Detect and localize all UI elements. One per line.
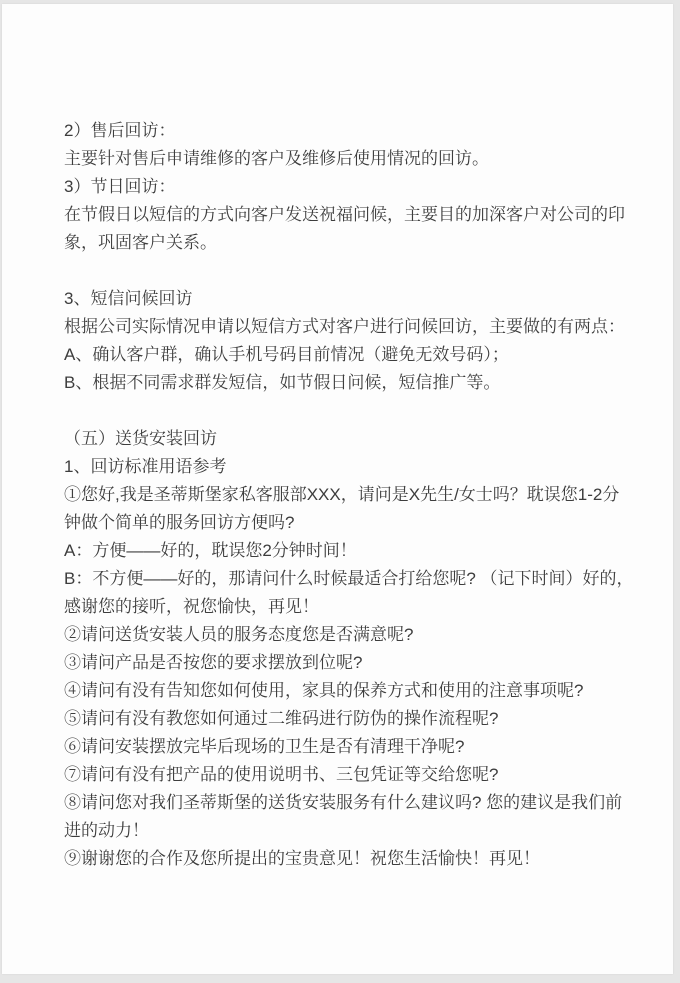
text-line: ①您好,我是圣蒂斯堡家私客服部XXX，请问是X先生/女士吗？耽误您1-2分	[64, 485, 620, 504]
text-line: 在节假日以短信的方式向客户发送祝福问候，主要目的加深客户对公司的印	[64, 205, 625, 224]
text-line: 根据公司实际情况申请以短信方式对客户进行问候回访，主要做的有两点：	[64, 317, 625, 336]
text-line: （五）送货安装回访	[64, 429, 217, 448]
blank-line	[64, 397, 626, 425]
text-line: ⑤请问有没有教您如何通过二维码进行防伪的操作流程呢?	[64, 709, 499, 728]
text-line: ③请问产品是否按您的要求摆放到位呢?	[64, 653, 363, 672]
text-line: B：不方便——好的，那请问什么时候最适合打给您呢? （记下时间）好的，	[64, 569, 634, 588]
text-line: B、根据不同需求群发短信，如节假日问候，短信推广等。	[64, 373, 501, 392]
text-line: ⑦请问有没有把产品的使用说明书、三包凭证等交给您呢?	[64, 765, 499, 784]
text-line: 钟做个简单的服务回访方便吗?	[64, 513, 295, 532]
text-line: 主要针对售后申请维修的客户及维修后使用情况的回访。	[64, 149, 489, 168]
text-line: A：方便——好的，耽误您2分钟时间！	[64, 541, 357, 560]
text-line: 感谢您的接听，祝您愉快，再见！	[64, 597, 319, 616]
document-page	[2, 4, 673, 974]
text-line: 象，巩固客户关系。	[64, 233, 217, 252]
text-line: A、确认客户群，确认手机号码目前情况（避免无效号码）；	[64, 345, 509, 364]
text-line: 3）节日回访：	[64, 177, 176, 196]
text-line: ⑧请问您对我们圣蒂斯堡的送货安装服务有什么建议吗? 您的建议是我们前	[64, 793, 623, 812]
text-line: ⑨谢谢您的合作及您所提出的宝贵意见！祝您生活愉快！再见！	[64, 849, 540, 868]
text-line: ⑥请问安装摆放完毕后现场的卫生是否有清理干净呢?	[64, 737, 465, 756]
text-line: ④请问有没有告知您如何使用，家具的保养方式和使用的注意事项呢?	[64, 681, 584, 700]
text-line: 1、回访标准用语参考	[64, 457, 227, 476]
blank-line	[64, 257, 626, 285]
text-line: 进的动力！	[64, 821, 149, 840]
text-line: 3、短信问候回访	[64, 289, 193, 308]
text-line: ②请问送货安装人员的服务态度您是否满意呢?	[64, 625, 414, 644]
text-line: 2）售后回访：	[64, 121, 176, 140]
document-text-body	[64, 117, 634, 873]
